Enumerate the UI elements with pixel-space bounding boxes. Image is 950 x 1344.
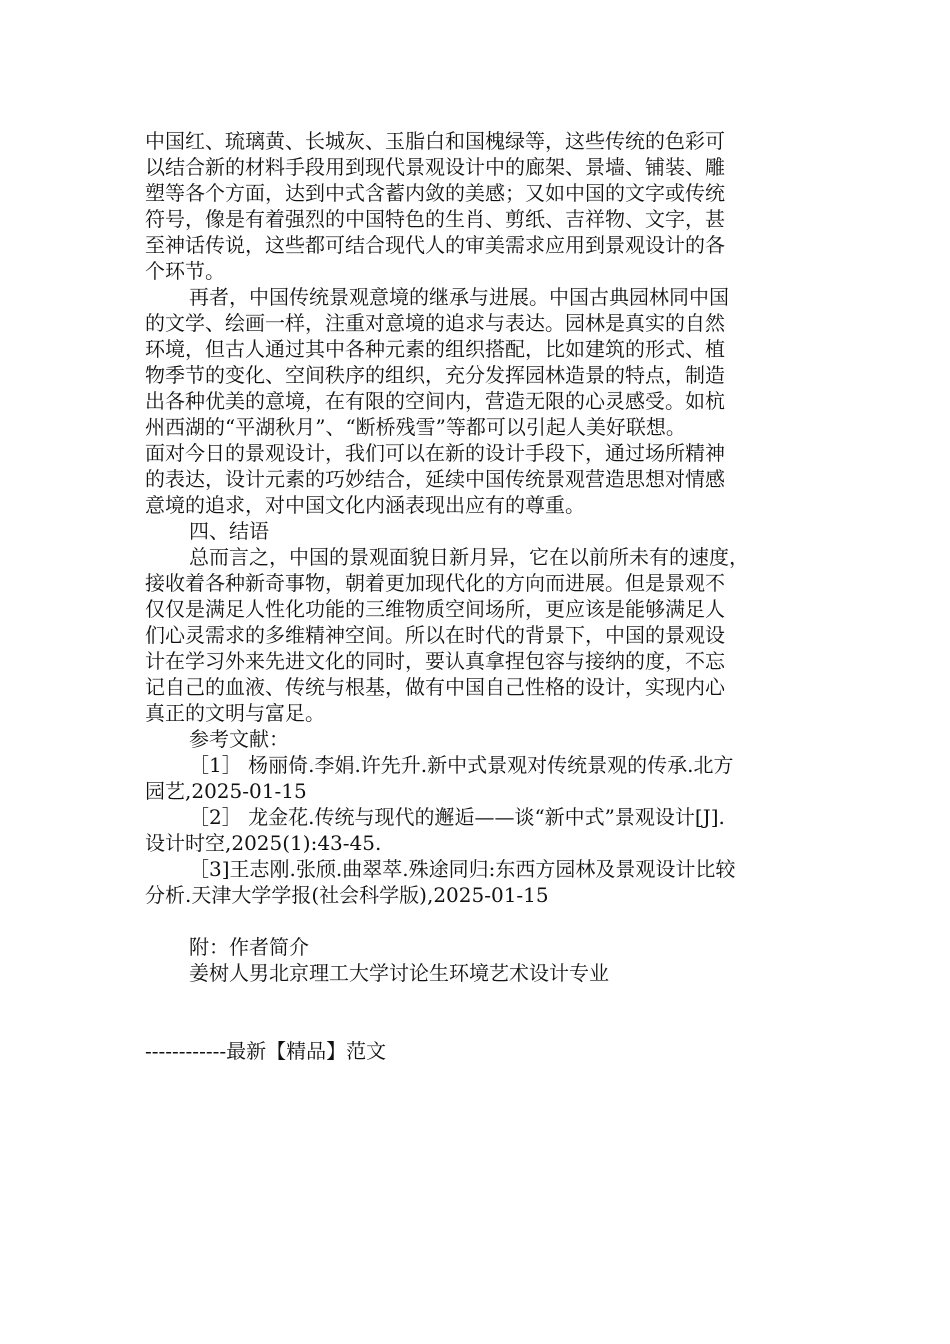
section-heading: 四、结语 [189, 519, 269, 543]
para2-line: 的文学、绘画一样，注重对意境的追求与表达。园林是真实的自然 [145, 311, 725, 335]
para3-line: 计在学习外来先进文化的同时，要认真拿捏包容与接纳的度，不忘 [145, 649, 725, 673]
para1-line: 塑等各个方面，达到中式含蓄内敛的美感；又如中国的文字或传统 [145, 181, 725, 205]
para2-line: 出各种优美的意境，在有限的空间内，营造无限的心灵感受。如杭 [145, 389, 725, 413]
reference-line: 园艺,2025-01-15 [145, 779, 307, 803]
para2-line: 环境，但古人通过其中各种元素的组织搭配，比如建筑的形式、植 [145, 337, 725, 361]
reference-line: 分析.天津大学学报(社会科学版),2025-01-15 [145, 883, 549, 907]
appendix-heading: 附：作者简介 [189, 935, 309, 959]
para1-line: 个环节。 [145, 259, 225, 283]
reference-line: ［1］ 杨丽倚.李娟.许先升.新中式景观对传统景观的传承.北方 [189, 753, 734, 777]
references-heading: 参考文献： [189, 727, 289, 751]
para2-line: 意境的追求，对中国文化内涵表现出应有的尊重。 [145, 493, 585, 517]
para3-line: 仅仅是满足人性化功能的三维物质空间场所，更应该是能够满足人 [145, 597, 725, 621]
author-info: 姜树人男北京理工大学讨论生环境艺术设计专业 [189, 961, 609, 985]
para3-line: 真正的文明与富足。 [145, 701, 325, 725]
para3-line: 接收着各种新奇事物，朝着更加现代化的方向而进展。但是景观不 [145, 571, 725, 595]
para1-line: 中国红、琉璃黄、长城灰、玉脂白和国槐绿等，这些传统的色彩可 [145, 129, 725, 153]
para3-line: 总而言之，中国的景观面貌日新月异，它在以前所未有的速度， [189, 545, 749, 569]
para2-line: 再者，中国传统景观意境的继承与进展。中国古典园林同中国 [189, 285, 729, 309]
para1-line: 符号，像是有着强烈的中国特色的生肖、剪纸、吉祥物、文字，甚 [145, 207, 725, 231]
para2-line: 面对今日的景观设计，我们可以在新的设计手段下，通过场所精神 [145, 441, 725, 465]
para1-line: 以结合新的材料手段用到现代景观设计中的廊架、景墙、铺装、雕 [145, 155, 725, 179]
reference-line: ［2］ 龙金花.传统与现代的邂逅——谈“新中式”景观设计[J]. [189, 805, 725, 829]
para2-line: 的表达，设计元素的巧妙结合，延续中国传统景观营造思想对情感 [145, 467, 725, 491]
para2-line: 州西湖的“平湖秋月”、“断桥残雪”等都可以引起人美好联想。 [145, 415, 686, 439]
para3-line: 们心灵需求的多维精神空间。所以在时代的背景下，中国的景观设 [145, 623, 725, 647]
para2-line: 物季节的变化、空间秩序的组织，充分发挥园林造景的特点，制造 [145, 363, 725, 387]
reference-line: ［3]王志刚.张颀.曲翠萃.殊途同归:东西方园林及景观设计比较 [189, 857, 736, 881]
reference-line: 设计时空,2025(1):43-45. [145, 831, 382, 855]
para1-line: 至神话传说，这些都可结合现代人的审美需求应用到景观设计的各 [145, 233, 725, 257]
footer-text: ------------最新【精品】范文 [145, 1039, 387, 1063]
para3-line: 记自己的血液、传统与根基，做有中国自己性格的设计，实现内心 [145, 675, 725, 699]
